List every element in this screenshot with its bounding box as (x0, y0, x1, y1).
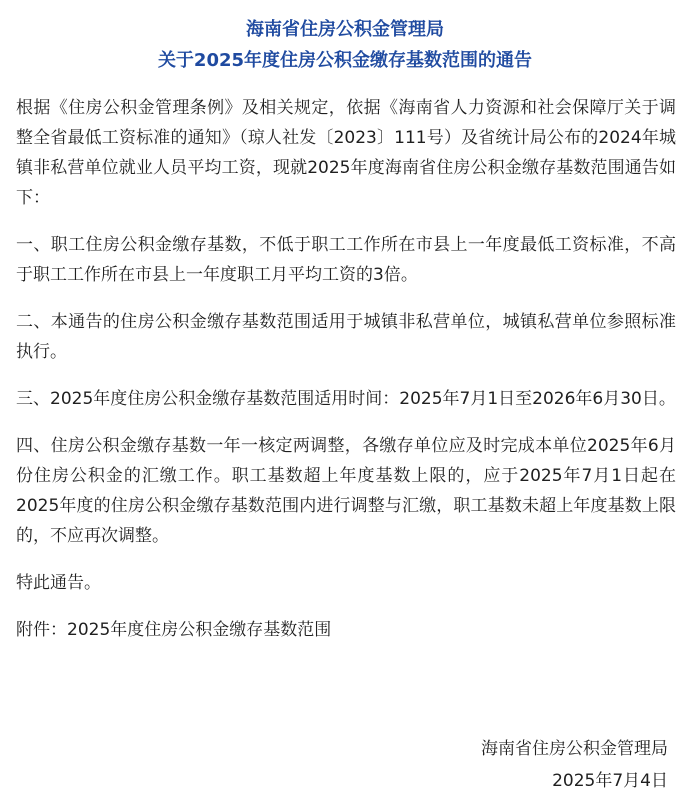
signature-date: 2025年7月4日 (552, 771, 668, 791)
document-issuer-title: 海南省住房公积金管理局 (246, 19, 444, 40)
signature-organization: 海南省住房公积金管理局 (481, 739, 668, 759)
closing-paragraph: 特此通告。 (16, 573, 101, 593)
clause-four-paragraph: 四、住房公积金缴存基数一年一核定两调整，各缴存单位应及时完成本单位2025年6月份住房公积金的汇缴工作。职工基数超上年度基数上限的，应于2025年7月1日起在2025年度的住房公积金缴存基数范围内进行调整与汇缴，职工基数未超上年度基数上限的，不应再次调整。 (16, 436, 676, 546)
attachment-paragraph: 附件：2025年度住房公积金缴存基数范围 (16, 620, 332, 640)
intro-paragraph: 根据《住房公积金管理条例》及相关规定，依据《海南省人力资源和社会保障厅关于调整全省最低工资标准的通知》（琼人社发〔2023〕111号）及省统计局公布的2024年城镇非私营单位就业人员平均工资，现就2025年度海南省住房公积金缴存基数范围通告如下： (16, 98, 676, 208)
clause-three-paragraph: 三、2025年度住房公积金缴存基数范围适用时间：2025年7月1日至2026年6月30日。 (16, 389, 676, 409)
clause-two-paragraph: 二、本通告的住房公积金缴存基数范围适用于城镇非私营单位，城镇私营单位参照标准执行。 (16, 312, 676, 362)
notice-body (16, 93, 676, 662)
document-main-title: 关于2025年度住房公积金缴存基数范围的通告 (157, 50, 533, 71)
clause-one-paragraph: 一、职工住房公积金缴存基数，不低于职工工作所在市县上一年度最低工资标准，不高于职工工作所在市县上一年度职工月平均工资的3倍。 (16, 235, 676, 285)
